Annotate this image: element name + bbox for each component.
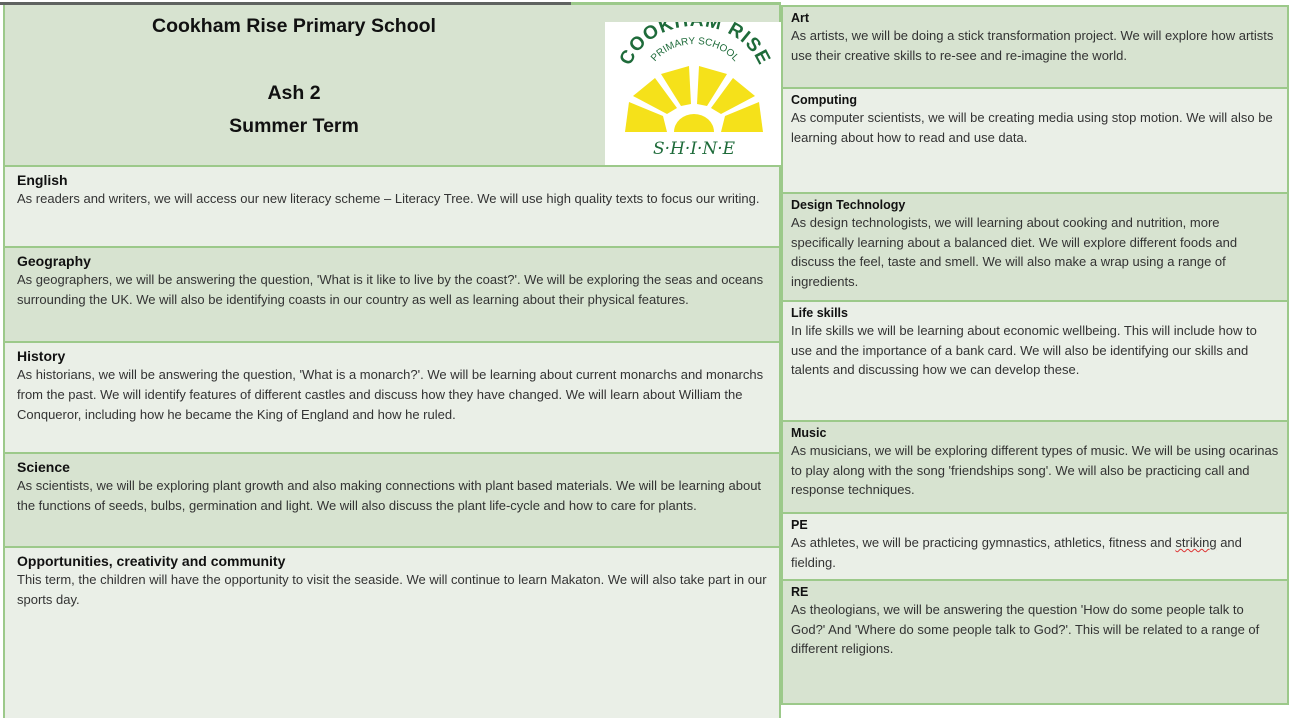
logo-arc-title: COOK M RISE xyxy=(615,22,775,69)
section-opportunities xyxy=(3,546,781,718)
section-title: Opportunities, creativity and community xyxy=(17,553,286,569)
section-title: English xyxy=(17,172,68,188)
section-title: Art xyxy=(791,11,810,25)
section-text: As musicians, we will be exploring different types of music. We will be using ocarinas to play along with the song 'friendships song'. We will also be practicing call and response techniques. xyxy=(791,443,1279,497)
section-computing xyxy=(781,87,1289,194)
section-title: Computing xyxy=(791,93,857,107)
section-text: As readers and writers, we will access our new literacy scheme – Literacy Tree. We will use high quality texts to focus our writing. xyxy=(17,191,760,206)
section-text: As scientists, we will be exploring plant growth and also making connections with plant based materials. We will be learning about the functions of seeds, bulbs, germination and light. We will also discuss the plant life-cycle and how to care for plants. xyxy=(17,478,762,513)
sun-icon xyxy=(625,66,763,132)
section-text: In life skills we will be learning about economic wellbeing. This will include how to use and the importance of a bank card. We will also be identifying our skills and talents and discussing how we can develop these. xyxy=(791,323,1257,377)
section-text: As computer scientists, we will be creating media using stop motion. We will also be learning about how to read and use data. xyxy=(791,110,1273,145)
term-title: Summer Term xyxy=(229,115,359,137)
section-title: Life skills xyxy=(791,306,848,320)
logo-motto: S·H·I·N·E xyxy=(652,139,736,159)
section-design-technology xyxy=(781,192,1289,302)
section-title: Geography xyxy=(17,253,91,269)
section-title: Music xyxy=(791,426,827,440)
section-science xyxy=(3,452,781,548)
section-title: History xyxy=(17,348,66,364)
section-re xyxy=(781,579,1289,705)
section-text xyxy=(791,533,1279,572)
section-art xyxy=(781,5,1289,89)
section-text: As geographers, we will be answering the question, 'What is it like to live by the coast?'. We will be exploring the seas and oceans surrounding the UK. We will also be identifying coasts in our country as well as learning about their physical features. xyxy=(17,272,764,307)
section-english xyxy=(3,165,781,248)
section-title: PE xyxy=(791,518,808,532)
section-life-skills xyxy=(781,300,1289,422)
section-text: This term, the children will have the opportunity to visit the seaside. We will continue to learn Makaton. We will also take part in our sports day. xyxy=(17,572,767,607)
section-text: As theologians, we will be answering the question 'How do some people talk to God?' And 'Where do some people talk to God?'. This will be related to a range of different religions. xyxy=(791,602,1260,656)
logo-arc-subtitle: PRIMARY SCHOOL xyxy=(649,35,741,64)
section-music xyxy=(781,420,1289,514)
logo-graphic xyxy=(605,22,783,165)
section-title: RE xyxy=(791,585,809,599)
section-text: As design technologists, we will learning about cooking and nutrition, more specifically learning about a balanced diet. We will explore different foods and discuss the feel, taste and smell. We will also make a wrap using a range of ingredients. xyxy=(791,215,1238,289)
class-name: Ash 2 xyxy=(267,82,321,104)
section-geography xyxy=(3,246,781,343)
section-title: Design Technology xyxy=(791,198,906,212)
spelling-flagged-word: striking xyxy=(1175,535,1217,550)
section-text: As artists, we will be doing a stick transformation project. We will explore how artists use their creative skills to re-see and re-imagine the world. xyxy=(791,28,1274,63)
section-history xyxy=(3,341,781,454)
section-pe xyxy=(781,512,1289,581)
school-logo xyxy=(605,22,783,165)
pe-text-start: As athletes, we will be practicing gymnastics, athletics, fitness and xyxy=(791,535,1176,550)
section-title: Science xyxy=(17,459,70,475)
section-text: As historians, we will be answering the question, 'What is a monarch?'. We will be learning about current monarchs and monarchs from the past. We will identify features of different castles and discuss how they have changed. We will learn about William the Conqueror, including how he became the King of England and how he ruled. xyxy=(17,367,764,422)
pe-text-end: and fielding. xyxy=(791,535,1242,570)
school-name: Cookham Rise Primary School xyxy=(152,15,436,37)
